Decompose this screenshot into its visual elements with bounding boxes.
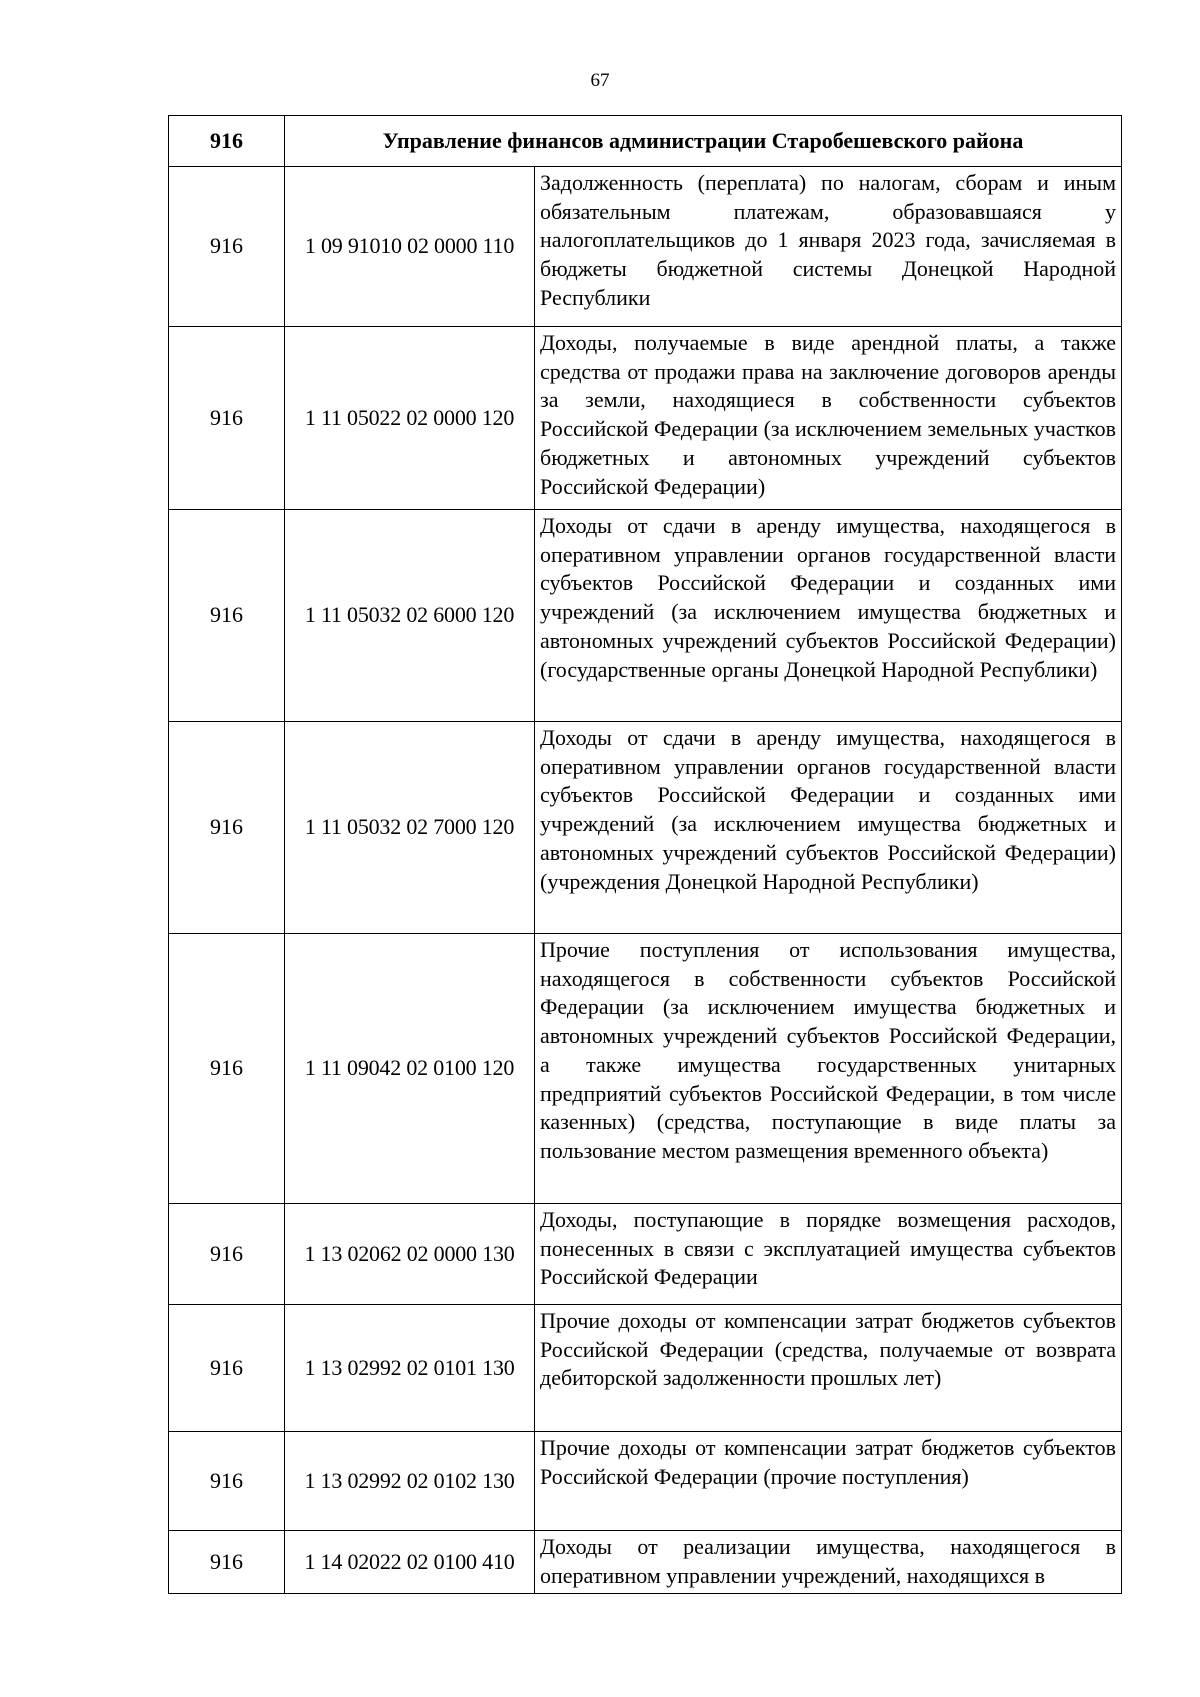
header-admin-code: 916 <box>169 116 285 167</box>
row-revenue-code: 1 11 05032 02 7000 120 <box>285 722 535 934</box>
row-admin-code: 916 <box>169 1531 285 1594</box>
row-admin-code: 916 <box>169 327 285 510</box>
table-row <box>169 167 1122 327</box>
table-row <box>169 327 1122 510</box>
table-row <box>169 1305 1122 1432</box>
row-admin-code: 916 <box>169 1204 285 1305</box>
table-row <box>169 1531 1122 1594</box>
row-revenue-code: 1 09 91010 02 0000 110 <box>285 167 535 327</box>
revenue-codes-table <box>168 115 1122 1594</box>
row-revenue-code: 1 11 05022 02 0000 120 <box>285 327 535 510</box>
row-description: Доходы, получаемые в виде арендной платы, а также средства от продажи права на заключение договоров аренды за земли, находящиеся в собственности субъектов Российской Федерации (за исключением земельных участков бюджетных и автономных учреждений субъектов Российской Федерации) <box>535 327 1122 510</box>
table-row <box>169 722 1122 934</box>
header-admin-name: Управление финансов администрации Старобешевского района <box>285 116 1122 167</box>
row-admin-code: 916 <box>169 167 285 327</box>
page-number: 67 <box>590 70 610 91</box>
row-description: Доходы, поступающие в порядке возмещения расходов, понесенных в связи с эксплуатацией имущества субъектов Российской Федерации <box>535 1204 1122 1305</box>
row-revenue-code: 1 11 05032 02 6000 120 <box>285 510 535 722</box>
row-revenue-code: 1 13 02992 02 0102 130 <box>285 1432 535 1531</box>
table-row <box>169 934 1122 1204</box>
row-admin-code: 916 <box>169 934 285 1204</box>
row-description: Задолженность (переплата) по налогам, сборам и иным обязательным платежам, образовавшаяся у налогоплательщиков до 1 января 2023 года, зачисляемая в бюджеты бюджетной системы Донецкой Народной Республики <box>535 167 1122 327</box>
row-revenue-code: 1 13 02992 02 0101 130 <box>285 1305 535 1432</box>
row-revenue-code: 1 13 02062 02 0000 130 <box>285 1204 535 1305</box>
row-admin-code: 916 <box>169 722 285 934</box>
row-revenue-code: 1 11 09042 02 0100 120 <box>285 934 535 1204</box>
row-description: Прочие доходы от компенсации затрат бюджетов субъектов Российской Федерации (средства, получаемые от возврата дебиторской задолженности прошлых лет) <box>535 1305 1122 1432</box>
row-description: Доходы от сдачи в аренду имущества, находящегося в оперативном управлении органов государственной власти субъектов Российской Федерации и созданных ими учреждений (за исключением имущества бюджетных и автономных учреждений субъектов Российской Федерации) (государственные органы Донецкой Народной Республики) <box>535 510 1122 722</box>
row-revenue-code: 1 14 02022 02 0100 410 <box>285 1531 535 1594</box>
row-admin-code: 916 <box>169 1305 285 1432</box>
table-row <box>169 1432 1122 1531</box>
table-row <box>169 1204 1122 1305</box>
row-description: Доходы от сдачи в аренду имущества, находящегося в оперативном управлении органов государственной власти субъектов Российской Федерации и созданных ими учреждений (за исключением имущества бюджетных и автономных учреждений субъектов Российской Федерации) (учреждения Донецкой Народной Республики) <box>535 722 1122 934</box>
row-description: Прочие доходы от компенсации затрат бюджетов субъектов Российской Федерации (прочие поступления) <box>535 1432 1122 1531</box>
table-header-row <box>169 116 1122 167</box>
table-row <box>169 510 1122 722</box>
row-description: Доходы от реализации имущества, находящегося в оперативном управлении учреждений, находящихся в <box>535 1531 1122 1594</box>
row-admin-code: 916 <box>169 1432 285 1531</box>
row-admin-code: 916 <box>169 510 285 722</box>
row-description: Прочие поступления от использования имущества, находящегося в собственности субъектов Российской Федерации (за исключением имущества бюджетных и автономных учреждений субъектов Российской Федерации, а также имущества государственных унитарных предприятий субъектов Российской Федерации, в том числе казенных) (средства, поступающие в виде платы за пользование местом размещения временного объекта) <box>535 934 1122 1204</box>
